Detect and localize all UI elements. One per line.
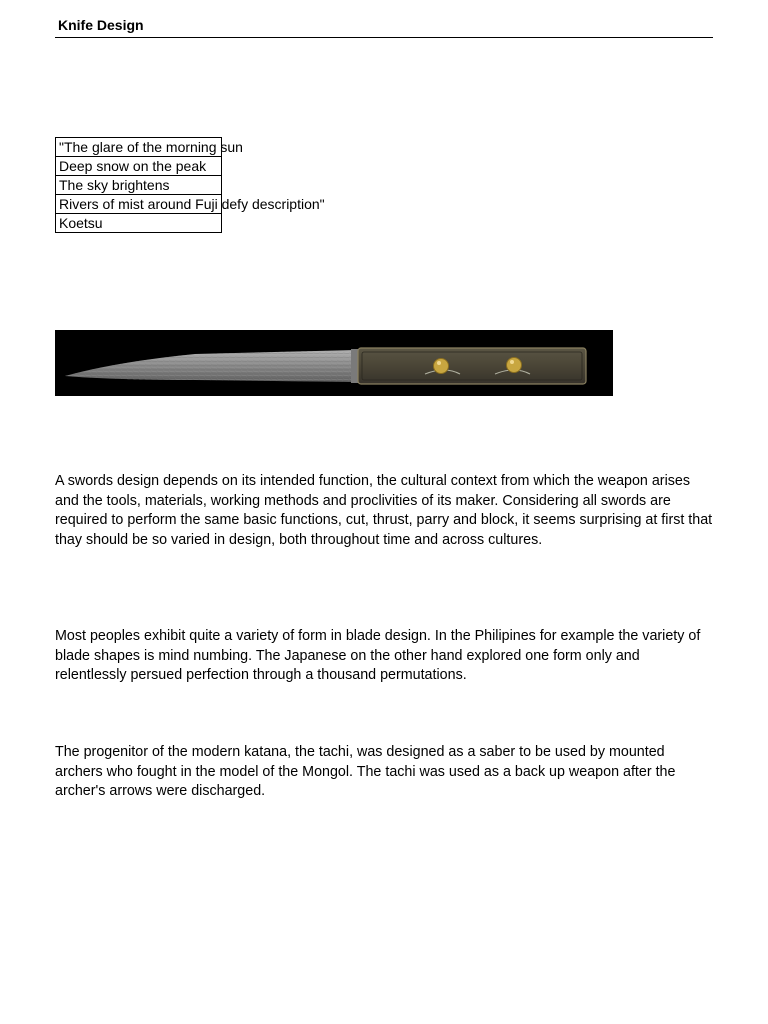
header-divider [55,37,713,38]
poem-row [56,195,222,214]
handle-shape [358,348,586,384]
poem-line: The sky brightens [56,176,222,195]
gold-ornament [434,359,449,374]
page-title: Knife Design [58,17,144,33]
poem-row [56,138,222,157]
knife-image [55,330,613,396]
poem-row [56,176,222,195]
knife-illustration [55,330,613,396]
poem-line: Rivers of mist around Fuji defy description" [56,195,222,214]
body-paragraph: A swords design depends on its intended function, the cultural context from which the weapon arises and the tools, materials, working methods and proclivities of its maker. Considering all swords are required to perform the same basic functions, cut, thrust, parry and block, it seems surprising at first that thay should be so varied in design, both throughout time and across cultures. [55,473,713,548]
poem-row [56,214,222,233]
poem-table [55,137,325,233]
poem-row [56,157,222,176]
body-paragraph: Most peoples exhibit quite a variety of form in blade design. In the Philipines for example the variety of blade shapes is mind numbing. The Japanese on the other hand explored one form only and relentlessly persued perfection through a thousand permutations. [55,628,701,684]
poem-line: Deep snow on the peak [56,157,222,176]
body-paragraph: The progenitor of the modern katana, the tachi, was designed as a saber to be used by mounted archers who fought in the model of the Mongol. The tachi was used as a back up weapon after the archer's arrows were discharged. [55,744,676,800]
gold-ornament [507,358,522,373]
poem-line: "The glare of the morning sun [56,138,222,157]
poem-author: Koetsu [56,214,222,233]
